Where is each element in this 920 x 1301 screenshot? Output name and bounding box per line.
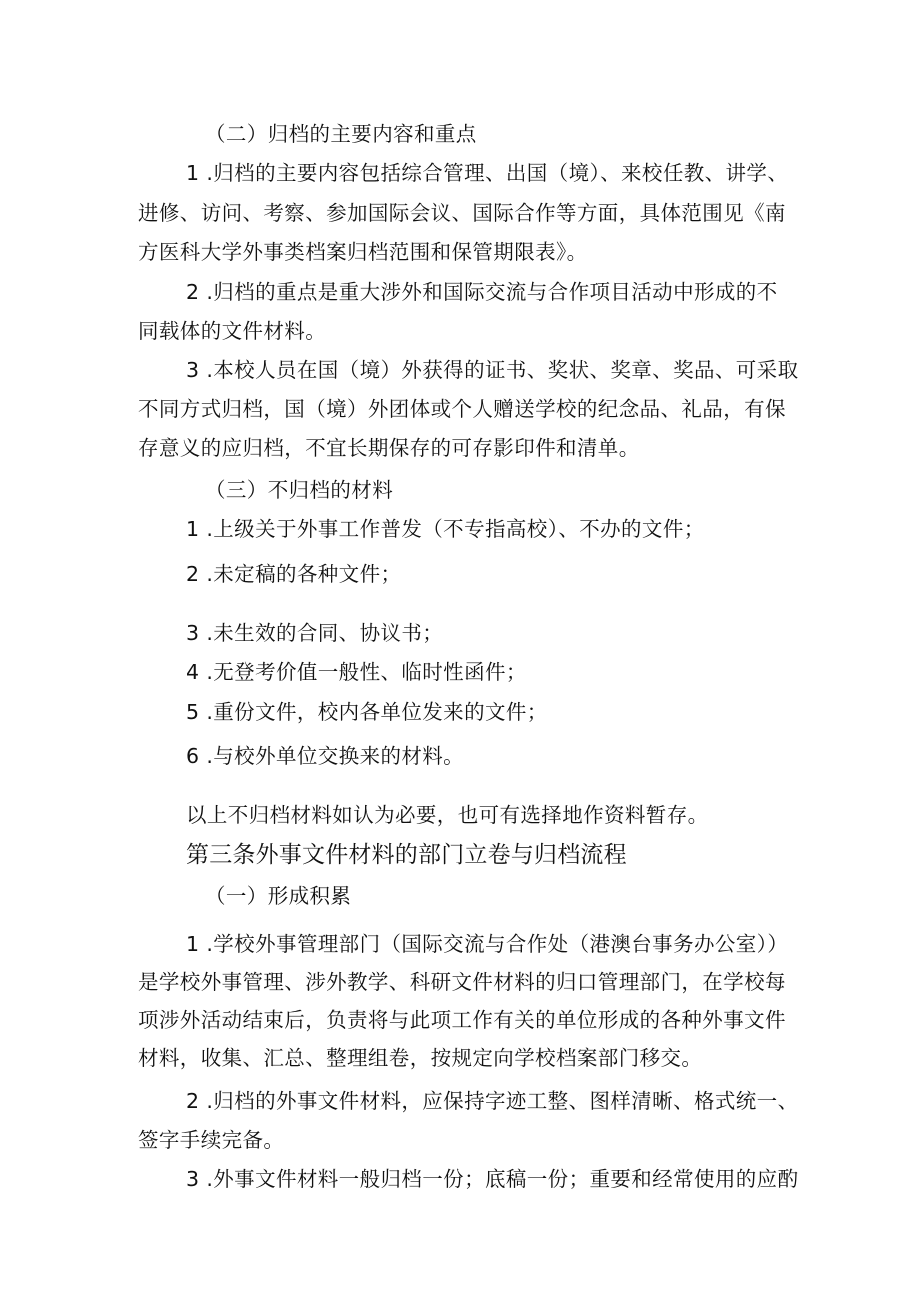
paragraph-line: 项涉外活动结束后，负责将与此项工作有关的单位形成的各种外事文件 xyxy=(138,1008,786,1032)
paragraph-line: 2 .归档的重点是重大涉外和国际交流与合作项目活动中形成的不 xyxy=(186,280,778,304)
paragraph-line: 签字手续完备。 xyxy=(138,1128,285,1152)
article-title: 第三条外事文件材料的部门立卷与归档流程 xyxy=(186,842,627,868)
paragraph-line: 1 .学校外事管理部门（国际交流与合作处（港澳台事务办公室）） xyxy=(186,932,789,956)
list-item: 5 .重份文件，校内各单位发来的文件； xyxy=(186,700,548,724)
paragraph-line: 3 .外事文件材料一般归档一份；底稿一份；重要和经常使用的应酌 xyxy=(186,1167,799,1191)
list-item: 2 .未定稿的各种文件； xyxy=(186,562,402,586)
paragraph-line: 是学校外事管理、涉外教学、科研文件材料的归口管理部门，在学校每 xyxy=(138,970,786,994)
paragraph-line: 存意义的应归档，不宜长期保存的可存影印件和清单。 xyxy=(138,436,640,460)
paragraph-line: 2 .归档的外事文件材料，应保持字迹工整、图样清晰、格式统一、 xyxy=(186,1089,799,1113)
list-item: 6 .与校外单位交换来的材料。 xyxy=(186,744,465,768)
list-item: 4 .无登考价值一般性、临时性函件； xyxy=(186,660,527,684)
paragraph-line: 进修、访问、考察、参加国际会议、国际合作等方面，具体范围见《南 xyxy=(138,201,786,225)
list-item: 3 .未生效的合同、协议书； xyxy=(186,621,444,645)
paragraph-line: 材料，收集、汇总、整理组卷，按规定向学校档案部门移交。 xyxy=(138,1046,703,1070)
section-heading-main-content: （二）归档的主要内容和重点 xyxy=(205,122,477,146)
list-item: 1 .上级关于外事工作普发（不专指高校）、不办的文件； xyxy=(186,517,705,541)
paragraph-line: 不同方式归档，国（境）外团体或个人赠送学校的纪念品、礼品，有保 xyxy=(138,397,786,421)
paragraph-line: 方医科大学外事类档案归档范围和保管期限表》。 xyxy=(138,240,588,264)
paragraph-line: 同载体的文件材料。 xyxy=(138,319,327,343)
section-heading-excluded-materials: （三）不归档的材料 xyxy=(205,478,394,502)
subsection-heading: （一）形成积累 xyxy=(205,884,352,908)
note-paragraph: 以上不归档材料如认为必要，也可有选择地作资料暂存。 xyxy=(186,803,709,827)
paragraph-line: 3 .本校人员在国（境）外获得的证书、奖状、奖章、奖品、可采取 xyxy=(186,358,799,382)
paragraph-line: 1 .归档的主要内容包括综合管理、出国（境）、来校任教、讲学、 xyxy=(186,161,789,185)
